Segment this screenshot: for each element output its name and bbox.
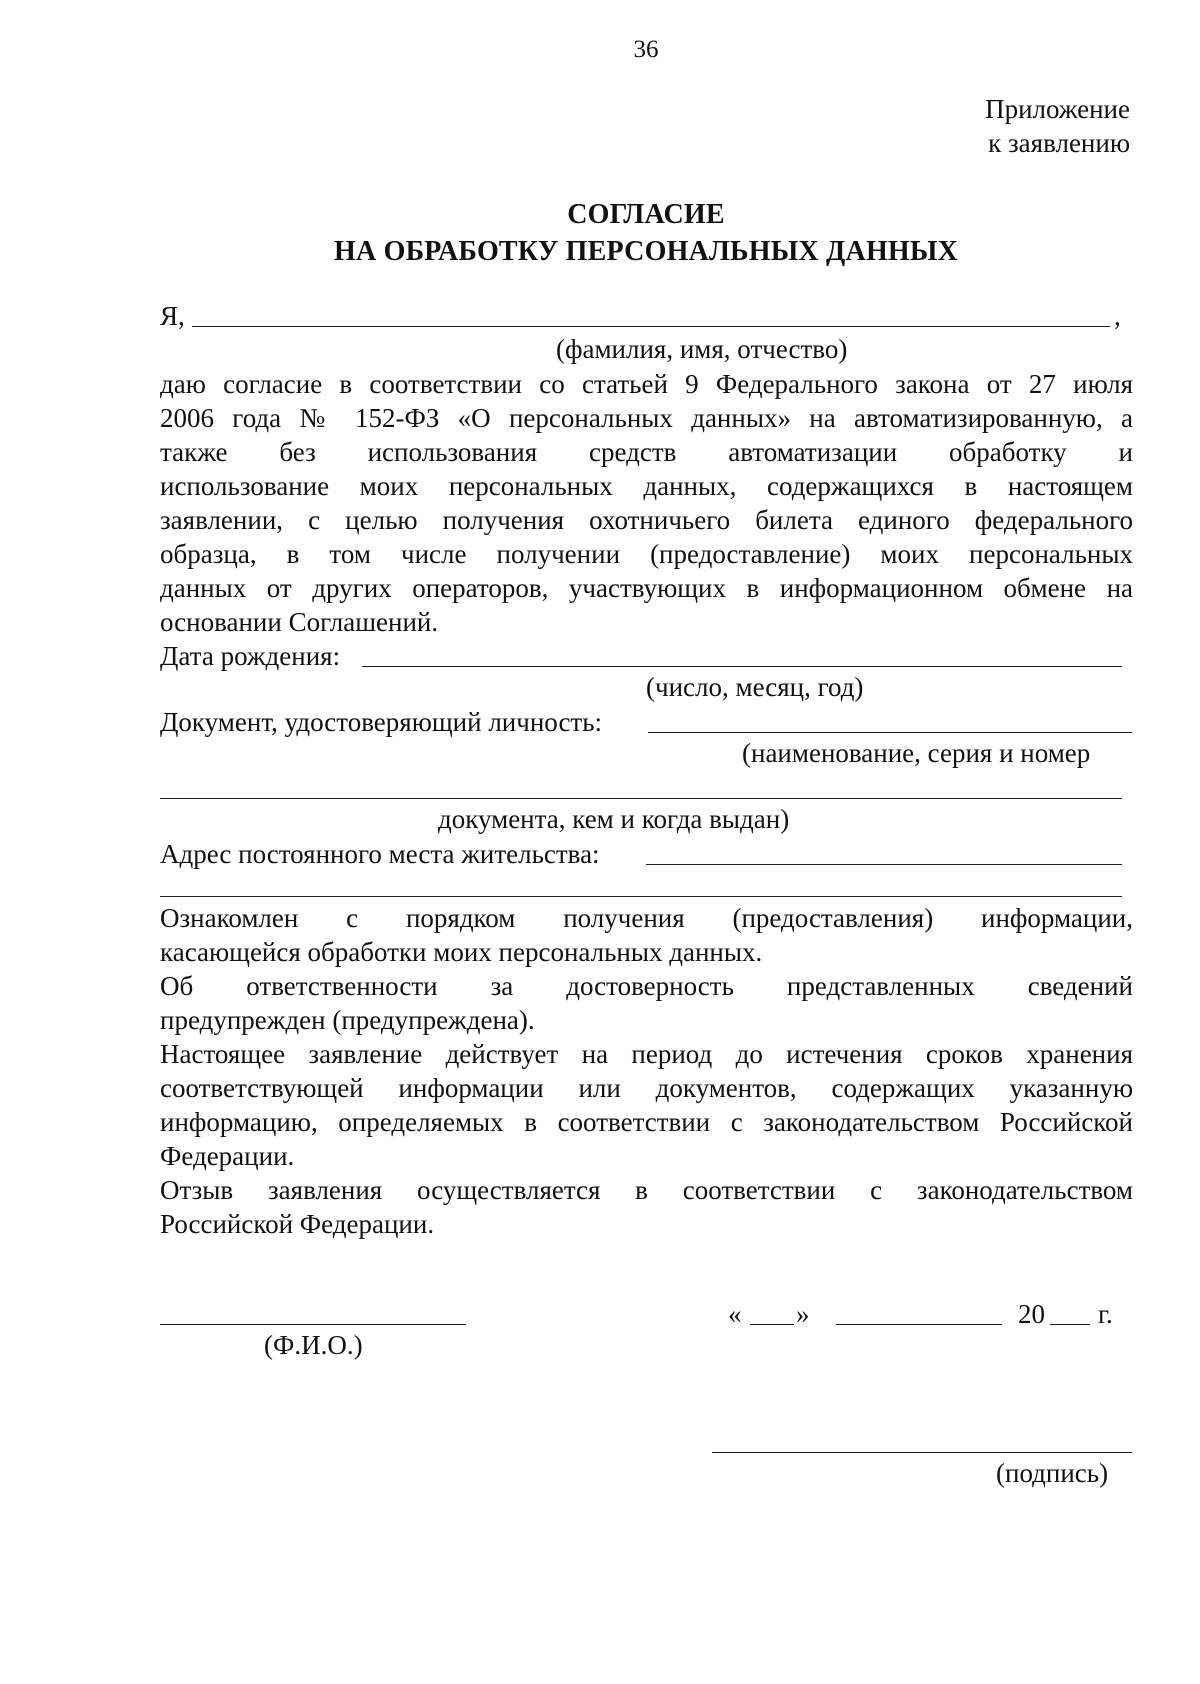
signature-field[interactable] — [712, 1452, 1132, 1453]
date-year-suffix: г. — [1098, 1299, 1113, 1329]
birth-date-label: Дата рождения: — [160, 641, 341, 671]
revocation-line: Отзыв заявления осуществляется в соответствии с законодательством — [160, 1175, 1133, 1205]
title-line-1: СОГЛАСИЕ — [567, 199, 725, 230]
date-year-prefix: 20 — [1018, 1299, 1045, 1329]
consent-line: образца, в том числе получении (предоставление) моих персональных — [160, 539, 1133, 569]
title-line-2: НА ОБРАБОТКУ ПЕРСОНАЛЬНЫХ ДАННЫХ — [333, 236, 959, 267]
date-month-field[interactable] — [836, 1324, 1002, 1325]
acquainted-line: Ознакомлен с порядком получения (предоставления) информации, — [160, 903, 1133, 933]
address-field-line-2[interactable] — [160, 896, 1122, 897]
name-suffix: , — [1114, 301, 1121, 331]
id-document-label: Документ, удостоверяющий личность: — [160, 707, 603, 737]
id-document-field-line-2[interactable] — [160, 798, 1122, 799]
responsibility-line: предупрежден (предупреждена). — [160, 1005, 535, 1035]
consent-line: также без использования средств автоматизации обработку и — [160, 437, 1133, 467]
id-document-field[interactable] — [648, 732, 1132, 733]
date-close-quote: » — [796, 1299, 810, 1329]
consent-line: даю согласие в соответствии со статьей 9 Федерального закона от 27 июля — [160, 369, 1133, 399]
id-document-caption-1: (наименование, серия и номер — [742, 738, 1091, 768]
revocation-line: Российской Федерации. — [160, 1209, 435, 1239]
consent-line: основании Соглашений. — [160, 607, 439, 637]
acquainted-line: касающейся обработки моих персональных данных. — [160, 937, 763, 967]
address-field[interactable] — [646, 864, 1122, 865]
birth-date-field[interactable] — [362, 666, 1122, 667]
page-number: 36 — [633, 36, 659, 63]
document-title — [0, 196, 1200, 270]
validity-line: Федерации. — [160, 1141, 295, 1171]
consent-line: 2006 года № 152-ФЗ «О персональных данных» на автоматизированную, а — [160, 403, 1133, 433]
fio-caption: (Ф.И.О.) — [264, 1330, 363, 1360]
appendix-line-2: к заявлению — [988, 128, 1130, 158]
appendix-label — [985, 92, 1130, 160]
consent-line: данных от других операторов, участвующих в информационном обмене на — [160, 573, 1133, 603]
validity-line: соответствующей информации или документов, содержащих указанную — [160, 1073, 1133, 1103]
date-year-field[interactable] — [1050, 1324, 1090, 1325]
date-day-field[interactable] — [750, 1324, 794, 1325]
signature-caption: (подпись) — [996, 1458, 1109, 1488]
address-label: Адрес постоянного места жительства: — [160, 839, 600, 869]
full-name-caption: (фамилия, имя, отчество) — [556, 334, 848, 364]
full-name-field[interactable] — [192, 326, 1110, 327]
name-prefix: Я, — [160, 301, 185, 331]
validity-line: информацию, определяемых в соответствии с законодательством Российской — [160, 1107, 1133, 1137]
appendix-line-1: Приложение — [985, 94, 1130, 124]
consent-line: использование моих персональных данных, содержащихся в настоящем — [160, 471, 1133, 501]
birth-date-caption: (число, месяц, год) — [646, 672, 864, 702]
consent-line: заявлении, с целью получения охотничьего билета единого федерального — [160, 505, 1133, 535]
fio-signature-field[interactable] — [160, 1324, 466, 1325]
responsibility-line: Об ответственности за достоверность представленных сведений — [160, 971, 1133, 1001]
validity-line: Настоящее заявление действует на период до истечения сроков хранения — [160, 1039, 1133, 1069]
date-open-quote: « — [728, 1299, 742, 1329]
id-document-caption-2: документа, кем и когда выдан) — [438, 804, 790, 834]
